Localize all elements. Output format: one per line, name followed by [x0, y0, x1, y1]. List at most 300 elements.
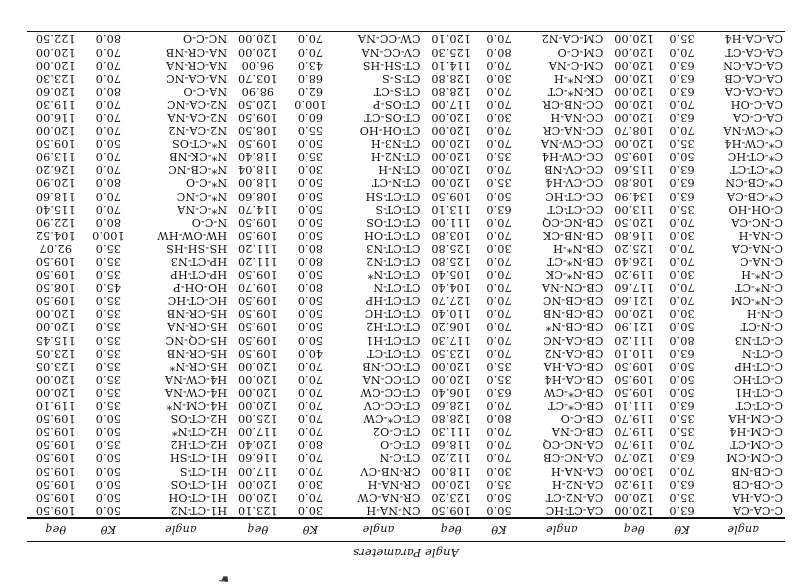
angle-cell: H4-CM-N*: [166, 399, 228, 413]
equilibrium-angle-cell: 125.30: [431, 45, 471, 59]
force-constant-cell: 80.0: [297, 255, 324, 269]
force-constant-cell: 80.0: [669, 333, 695, 347]
equilibrium-angle-cell: 120.00: [614, 307, 654, 321]
column-header: Kθ: [480, 518, 518, 542]
angle-cell: CT-S-CT: [373, 84, 421, 98]
angle-cell: CV-CC-NA: [361, 45, 421, 59]
angle-cell: NA-CA-NC: [165, 71, 228, 85]
equilibrium-angle-cell: 109.50: [614, 372, 654, 386]
equilibrium-angle-cell: 123.05: [35, 346, 76, 360]
angle-cell: CB-CB-N*: [545, 320, 604, 334]
force-constant-cell: 50.0: [95, 137, 121, 151]
force-constant-cell: 70.0: [95, 124, 121, 138]
table-row: [27, 137, 785, 150]
equilibrium-angle-cell: 120.00: [237, 385, 278, 399]
angle-cell: CT-N2-H: [370, 150, 421, 164]
equilibrium-angle-cell: 120.00: [431, 111, 471, 124]
angle-cell: C-CT-HP: [734, 359, 783, 373]
equilibrium-angle-cell: 109.50: [35, 438, 76, 452]
angle-cell: N*-CK-NB: [169, 150, 228, 164]
force-constant-cell: 70.0: [297, 45, 324, 59]
equilibrium-angle-cell: 118.04: [237, 163, 278, 177]
equilibrium-angle-cell: 120.00: [431, 163, 471, 177]
table-row: [27, 334, 785, 347]
table-row: [27, 307, 785, 320]
table-row: [27, 399, 785, 412]
force-constant-cell: 80.0: [486, 45, 512, 59]
equilibrium-angle-cell: 120.50: [237, 97, 278, 111]
force-constant-cell: 30.0: [297, 477, 324, 491]
force-constant-cell: 70.0: [95, 163, 121, 177]
force-constant-cell: 50.0: [95, 425, 121, 439]
force-constant-cell: 50.0: [95, 503, 121, 517]
force-constant-cell: 70.0: [95, 97, 121, 111]
force-constant-cell: 70.0: [486, 346, 512, 360]
equilibrium-angle-cell: 111.20: [237, 255, 278, 269]
angle-cell: CB-NC-CQ: [541, 215, 604, 229]
angle-cell: C*-CT-HC: [727, 150, 783, 164]
angle-cell: CA-NC-CB: [543, 451, 604, 465]
equilibrium-angle-cell: 120.00: [229, 32, 286, 46]
equilibrium-angle-cell: 114.10: [431, 58, 471, 72]
equilibrium-angle-cell: 120.00: [614, 137, 654, 151]
angle-cell: C-CB-NB: [731, 464, 783, 478]
table-row: [27, 216, 785, 229]
force-constant-cell: 35.0: [95, 294, 121, 308]
equilibrium-angle-cell: 108.60: [237, 189, 278, 203]
equilibrium-angle-cell: 119.30: [35, 97, 76, 111]
force-constant-cell: 63.0: [669, 503, 695, 517]
force-constant-cell: 70.0: [669, 255, 695, 269]
force-constant-cell: 70.0: [95, 71, 121, 85]
angle-cell: CC-CT-CT: [547, 202, 604, 216]
angle-parameters-table-wrap: [27, 31, 785, 564]
table-row: [27, 111, 785, 124]
force-constant-cell: 50.0: [297, 228, 324, 242]
force-constant-cell: 80.0: [95, 84, 121, 98]
force-constant-cell: 30.0: [486, 241, 512, 255]
angle-cell: CT-C-O: [379, 438, 421, 452]
angle-cell: CT-OH-HO: [359, 124, 421, 138]
table-row: [27, 386, 785, 399]
force-constant-cell: 35.0: [663, 32, 701, 46]
force-constant-cell: 63.0: [669, 451, 695, 465]
equilibrium-angle-cell: 116.00: [35, 111, 76, 124]
table-row: [27, 242, 785, 255]
angle-cell: CT-CC-NB: [362, 359, 421, 373]
column-header: θeq: [229, 518, 286, 542]
column-header: Kθ: [663, 518, 701, 542]
force-constant-cell: 50.0: [297, 202, 324, 216]
force-constant-cell: 70.0: [486, 399, 512, 413]
angle-cell: H1-CT-OH: [168, 490, 228, 504]
equilibrium-angle-cell: 120.00: [431, 137, 471, 151]
force-constant-cell: 62.0: [297, 84, 324, 98]
column-header: Kθ: [286, 518, 334, 542]
equilibrium-angle-cell: 127.70: [431, 294, 471, 308]
table-row: [27, 98, 785, 111]
angle-cell: C-CA-HA: [731, 490, 783, 504]
equilibrium-angle-cell: 103.80: [431, 228, 471, 242]
force-constant-cell: 35.0: [669, 202, 695, 216]
equilibrium-angle-cell: 120.00: [35, 385, 76, 399]
angle-cell: C-CB-CB: [732, 477, 783, 491]
column-header: Kθ: [84, 518, 132, 542]
angle-cell: C-NA-C: [739, 255, 783, 269]
force-constant-cell: 50.0: [95, 477, 121, 491]
equilibrium-angle-cell: 108.80: [614, 176, 654, 190]
table-row: [27, 294, 785, 307]
force-constant-cell: 63.0: [669, 58, 695, 72]
equilibrium-angle-cell: 120.50: [614, 215, 654, 229]
force-constant-cell: 30.0: [669, 268, 695, 282]
equilibrium-angle-cell: 126.40: [614, 255, 654, 269]
table-row: [27, 176, 785, 189]
force-constant-cell: 68.0: [297, 71, 324, 85]
table-row: [27, 150, 785, 163]
force-constant-cell: 50.0: [669, 320, 695, 334]
force-constant-cell: 70.0: [669, 241, 695, 255]
angle-cell: CC-NB-CR: [542, 97, 604, 111]
angle-cell: CT-CC-CW: [360, 385, 421, 399]
equilibrium-angle-cell: 109.50: [237, 294, 278, 308]
equilibrium-angle-cell: 118.00: [431, 464, 471, 478]
angle-cell: CB-C-NA: [551, 425, 604, 439]
angle-cell: CA-CA-H4: [701, 32, 785, 46]
table-row: [27, 491, 785, 504]
angle-cell: CM-C-O: [557, 45, 604, 59]
equilibrium-angle-cell: 111.20: [614, 333, 654, 347]
force-constant-cell: 50.0: [95, 451, 121, 465]
angle-cell: HO-OH-P: [173, 281, 228, 295]
equilibrium-angle-cell: 104.52: [35, 228, 76, 242]
equilibrium-angle-cell: 120.70: [614, 451, 654, 465]
equilibrium-angle-cell: 109.50: [237, 268, 278, 282]
angle-cell: CA-N2-H: [551, 477, 604, 491]
angle-cell: HS-SH-HS: [166, 241, 228, 255]
force-constant-cell: 70.0: [297, 359, 324, 373]
angle-cell: NA-C-O: [183, 84, 228, 98]
angle-cell: CR-NA-CW: [357, 490, 421, 504]
angle-cell: CT-CT-N*: [367, 268, 421, 282]
equilibrium-angle-cell: 115.45: [35, 333, 76, 347]
equilibrium-angle-cell: 120.00: [431, 477, 471, 491]
force-constant-cell: 70.0: [95, 45, 121, 59]
column-header: θeq: [422, 518, 479, 542]
angle-cell: CT-N-CT: [371, 176, 421, 190]
equilibrium-angle-cell: 109.50: [614, 359, 654, 373]
angle-cell: CA-NA-H: [550, 464, 604, 478]
force-constant-cell: 63.0: [669, 111, 695, 124]
equilibrium-angle-cell: 122.50: [27, 32, 84, 46]
angle-cell: H5-CQ-NC: [165, 333, 228, 347]
table-row: [27, 163, 785, 176]
angle-cell: CA-CA-CB: [724, 71, 783, 85]
table-row: [27, 478, 785, 491]
angle-cell: CT-CT-N3: [366, 241, 421, 255]
force-constant-cell: 70.0: [297, 464, 324, 478]
force-constant-cell: 50.0: [669, 385, 695, 399]
angle-cell: CT-CT-HC: [364, 307, 421, 321]
equilibrium-angle-cell: 109.50: [431, 189, 471, 203]
equilibrium-angle-cell: 128.80: [431, 84, 471, 98]
angle-cell: CB-N*-H: [553, 241, 604, 255]
equilibrium-angle-cell: 108.70: [614, 124, 654, 138]
angle-cell: CT-C-N: [379, 451, 421, 465]
force-constant-cell: 63.0: [669, 399, 695, 413]
force-constant-cell: 35.0: [95, 307, 121, 321]
angle-cell: NC-C-O: [132, 32, 229, 46]
angle-cell: CT-OS-CT: [364, 111, 421, 124]
force-constant-cell: 35.0: [95, 268, 121, 282]
equilibrium-angle-cell: 120.00: [614, 58, 654, 72]
equilibrium-angle-cell: 118.60: [35, 189, 76, 203]
equilibrium-angle-cell: 115.40: [35, 202, 76, 216]
equilibrium-angle-cell: 109.50: [35, 294, 76, 308]
force-constant-cell: 80.0: [297, 281, 324, 295]
angle-cell: HC-CT-HC: [167, 294, 228, 308]
equilibrium-angle-cell: 109.50: [35, 268, 76, 282]
force-constant-cell: 70.0: [669, 438, 695, 452]
force-constant-cell: 70.0: [486, 320, 512, 334]
equilibrium-angle-cell: 109.50: [237, 111, 278, 124]
table-row: [27, 268, 785, 281]
force-constant-cell: 70.0: [486, 163, 512, 177]
force-constant-cell: 70.0: [297, 412, 324, 426]
angle-cell: C-CT-N3: [734, 333, 783, 347]
force-constant-cell: 70.0: [297, 451, 324, 465]
angle-cell: CT-OS-P: [372, 97, 421, 111]
force-constant-cell: 30.0: [669, 228, 695, 242]
equilibrium-angle-cell: 120.00: [431, 176, 471, 190]
column-header: θeq: [605, 518, 662, 542]
force-constant-cell: 35.0: [669, 412, 695, 426]
angle-cell: C-CT-N: [741, 346, 783, 360]
force-constant-cell: 70.0: [486, 451, 512, 465]
equilibrium-angle-cell: 112.20: [431, 451, 471, 465]
force-constant-cell: 80.0: [297, 438, 324, 452]
force-constant-cell: 50.0: [486, 490, 512, 504]
equilibrium-angle-cell: 106.20: [431, 320, 471, 334]
force-constant-cell: 70.0: [297, 425, 324, 439]
angle-cell: CM-C-NA: [548, 58, 604, 72]
force-constant-cell: 70.0: [486, 425, 512, 439]
force-constant-cell: 70.0: [486, 281, 512, 295]
angle-cell: C-OH-HO: [728, 202, 783, 216]
force-constant-cell: 70.0: [297, 372, 324, 386]
equilibrium-angle-cell: 103.70: [237, 71, 278, 85]
angle-cell: C-NA-CA: [731, 241, 783, 255]
equilibrium-angle-cell: 121.60: [614, 294, 654, 308]
force-constant-cell: 80.0: [95, 215, 121, 229]
equilibrium-angle-cell: 123.50: [431, 346, 471, 360]
angle-cell: CT-N-H: [378, 163, 421, 177]
equilibrium-angle-cell: 125.80: [431, 241, 471, 255]
column-header: θeq: [27, 518, 84, 542]
force-constant-cell: 80.0: [95, 176, 121, 190]
equilibrium-angle-cell: 111.20: [237, 241, 278, 255]
force-constant-cell: 80.0: [84, 32, 132, 46]
angle-cell: CW-CC-NA: [334, 32, 422, 46]
angle-cell: CB-N*-CT: [546, 255, 604, 269]
angle-cell: N*-C-NA: [177, 202, 228, 216]
force-constant-cell: 50.0: [297, 137, 324, 151]
table-row: [27, 412, 785, 425]
force-constant-cell: 80.0: [297, 241, 324, 255]
force-constant-cell: 63.0: [669, 163, 695, 177]
force-constant-cell: 50.0: [297, 307, 324, 321]
equilibrium-angle-cell: 118.00: [237, 176, 278, 190]
angle-cell: CK-N*-CT: [547, 84, 604, 98]
force-constant-cell: 50.0: [486, 503, 512, 517]
equilibrium-angle-cell: 114.70: [237, 202, 278, 216]
angle-cell: CT-CT-H1: [366, 333, 421, 347]
equilibrium-angle-cell: 109.50: [237, 346, 278, 360]
table-row: [27, 464, 785, 477]
force-constant-cell: 70.0: [669, 281, 695, 295]
equilibrium-angle-cell: 109.50: [237, 333, 278, 347]
equilibrium-angle-cell: 106.40: [431, 385, 471, 399]
angle-cell: H4-CW-NA: [164, 385, 228, 399]
force-constant-cell: 70.0: [486, 268, 512, 282]
force-constant-cell: 50.0: [669, 150, 695, 164]
angle-cell: CC-CW-H4: [541, 150, 604, 164]
equilibrium-angle-cell: 109.50: [35, 464, 76, 478]
table-body: [27, 32, 785, 518]
table-row: [27, 32, 785, 46]
angle-cell: CB-C*-CT: [547, 399, 604, 413]
angle-cell: C-NC-CA: [731, 215, 783, 229]
force-constant-cell: 70.0: [486, 137, 512, 151]
angle-cell: C*-CB-CN: [725, 176, 783, 190]
angle-cell: C*-CB-CA: [726, 189, 783, 203]
angle-cell: CB-C-O: [560, 412, 604, 426]
angle-cell: H5-CR-NA: [167, 320, 228, 334]
table-row: [27, 45, 785, 58]
equilibrium-angle-cell: 120.00: [237, 45, 278, 59]
force-constant-cell: 50.0: [297, 268, 324, 282]
force-constant-cell: 70.0: [95, 111, 121, 124]
force-constant-cell: 30.0: [297, 503, 324, 517]
angle-cell: C-CM-CM: [726, 451, 783, 465]
equilibrium-angle-cell: 122.90: [35, 215, 76, 229]
equilibrium-angle-cell: 123.30: [35, 71, 76, 85]
angle-cell: H2-CT-OS: [170, 412, 228, 426]
force-constant-cell: 30.0: [669, 307, 695, 321]
equilibrium-angle-cell: 126.20: [35, 163, 76, 177]
angle-cell: CT-CT-OH: [364, 228, 421, 242]
angle-cell: CC-CV-H4: [545, 176, 604, 190]
equilibrium-angle-cell: 109.50: [35, 137, 76, 151]
equilibrium-angle-cell: 117.00: [237, 425, 278, 439]
equilibrium-angle-cell: 119.20: [614, 477, 654, 491]
equilibrium-angle-cell: 110.10: [614, 346, 654, 360]
equilibrium-angle-cell: 120.00: [35, 58, 76, 72]
angle-cell: HP-CT-HP: [170, 268, 228, 282]
table-row: [27, 255, 785, 268]
angle-cell: H1-CT-OS: [170, 477, 228, 491]
equilibrium-angle-cell: 120.00: [237, 477, 278, 491]
equilibrium-angle-cell: 120.00: [35, 320, 76, 334]
force-constant-cell: 70.0: [669, 97, 695, 111]
force-constant-cell: 50.0: [669, 372, 695, 386]
force-constant-cell: 70.0: [95, 58, 121, 72]
equilibrium-angle-cell: 120.00: [237, 372, 278, 386]
force-constant-cell: 70.0: [669, 45, 695, 59]
equilibrium-angle-cell: 130.00: [614, 464, 654, 478]
equilibrium-angle-cell: 119.70: [614, 425, 654, 439]
force-constant-cell: 30.0: [486, 111, 512, 124]
angle-cell: C-CT-H1: [734, 385, 783, 399]
equilibrium-angle-cell: 120.00: [431, 372, 471, 386]
angle-cell: C-CA-CA: [732, 503, 783, 517]
table-row: [27, 425, 785, 438]
force-constant-cell: 50.0: [297, 189, 324, 203]
equilibrium-angle-cell: 110.40: [431, 307, 471, 321]
equilibrium-angle-cell: 134.90: [614, 189, 654, 203]
angle-cell: CA-C-CA: [732, 111, 783, 124]
angle-cell: H1-CT-N2: [170, 503, 228, 517]
equilibrium-angle-cell: 119.70: [614, 412, 654, 426]
header-row: [27, 518, 785, 542]
equilibrium-angle-cell: 111.30: [431, 425, 471, 439]
angle-cell: N2-CA-NC: [166, 97, 228, 111]
angle-cell: C*-CT-CT: [729, 163, 783, 177]
angle-cell: N*-C-O: [185, 176, 228, 190]
angle-cell: CT-C*-CW: [363, 412, 421, 426]
force-constant-cell: 35.0: [95, 385, 121, 399]
equilibrium-angle-cell: 109.50: [35, 425, 76, 439]
force-constant-cell: 70.0: [486, 84, 512, 98]
force-constant-cell: 43.0: [297, 58, 324, 72]
equilibrium-angle-cell: 109.50: [431, 503, 471, 517]
force-constant-cell: 70.0: [486, 438, 512, 452]
angle-cell: CA-CA-CA: [724, 84, 783, 98]
angle-cell: CT-SH-HS: [362, 58, 421, 72]
table-row: [27, 229, 785, 242]
force-constant-cell: 70.0: [486, 294, 512, 308]
table-row: [27, 373, 785, 386]
angle-cell: CM-CA-N2: [518, 32, 605, 46]
equilibrium-angle-cell: 109.50: [237, 228, 278, 242]
equilibrium-angle-cell: 113.00: [614, 202, 654, 216]
equilibrium-angle-cell: 109.50: [614, 385, 654, 399]
force-constant-cell: 50.0: [486, 189, 512, 203]
force-constant-cell: 70.0: [480, 32, 518, 46]
angle-cell: C-N*-H: [741, 268, 783, 282]
table-row: [27, 72, 785, 85]
angle-cell: CB-N*-CK: [545, 268, 604, 282]
force-constant-cell: 50.0: [297, 320, 324, 334]
angle-cell: C-N-CT: [740, 320, 783, 334]
angle-cell: CC-CW-NA: [540, 137, 604, 151]
equilibrium-angle-cell: 125.80: [431, 255, 471, 269]
equilibrium-angle-cell: 120.00: [35, 372, 76, 386]
force-constant-cell: 63.0: [486, 385, 512, 399]
force-constant-cell: 63.0: [669, 84, 695, 98]
angle-cell: C-CM-CT: [730, 438, 783, 452]
equilibrium-angle-cell: 120.10: [422, 32, 479, 46]
equilibrium-angle-cell: 92.07: [39, 241, 72, 255]
angle-cell: C-CM-HA: [728, 412, 783, 426]
force-constant-cell: 63.0: [669, 346, 695, 360]
angle-cell: CT-CT-CT: [366, 346, 421, 360]
force-constant-cell: 70.0: [486, 333, 512, 347]
force-constant-cell: 70.0: [486, 228, 512, 242]
equilibrium-angle-cell: 108.50: [35, 281, 76, 295]
force-constant-cell: 70.0: [286, 32, 334, 46]
force-constant-cell: 30.0: [297, 163, 324, 177]
